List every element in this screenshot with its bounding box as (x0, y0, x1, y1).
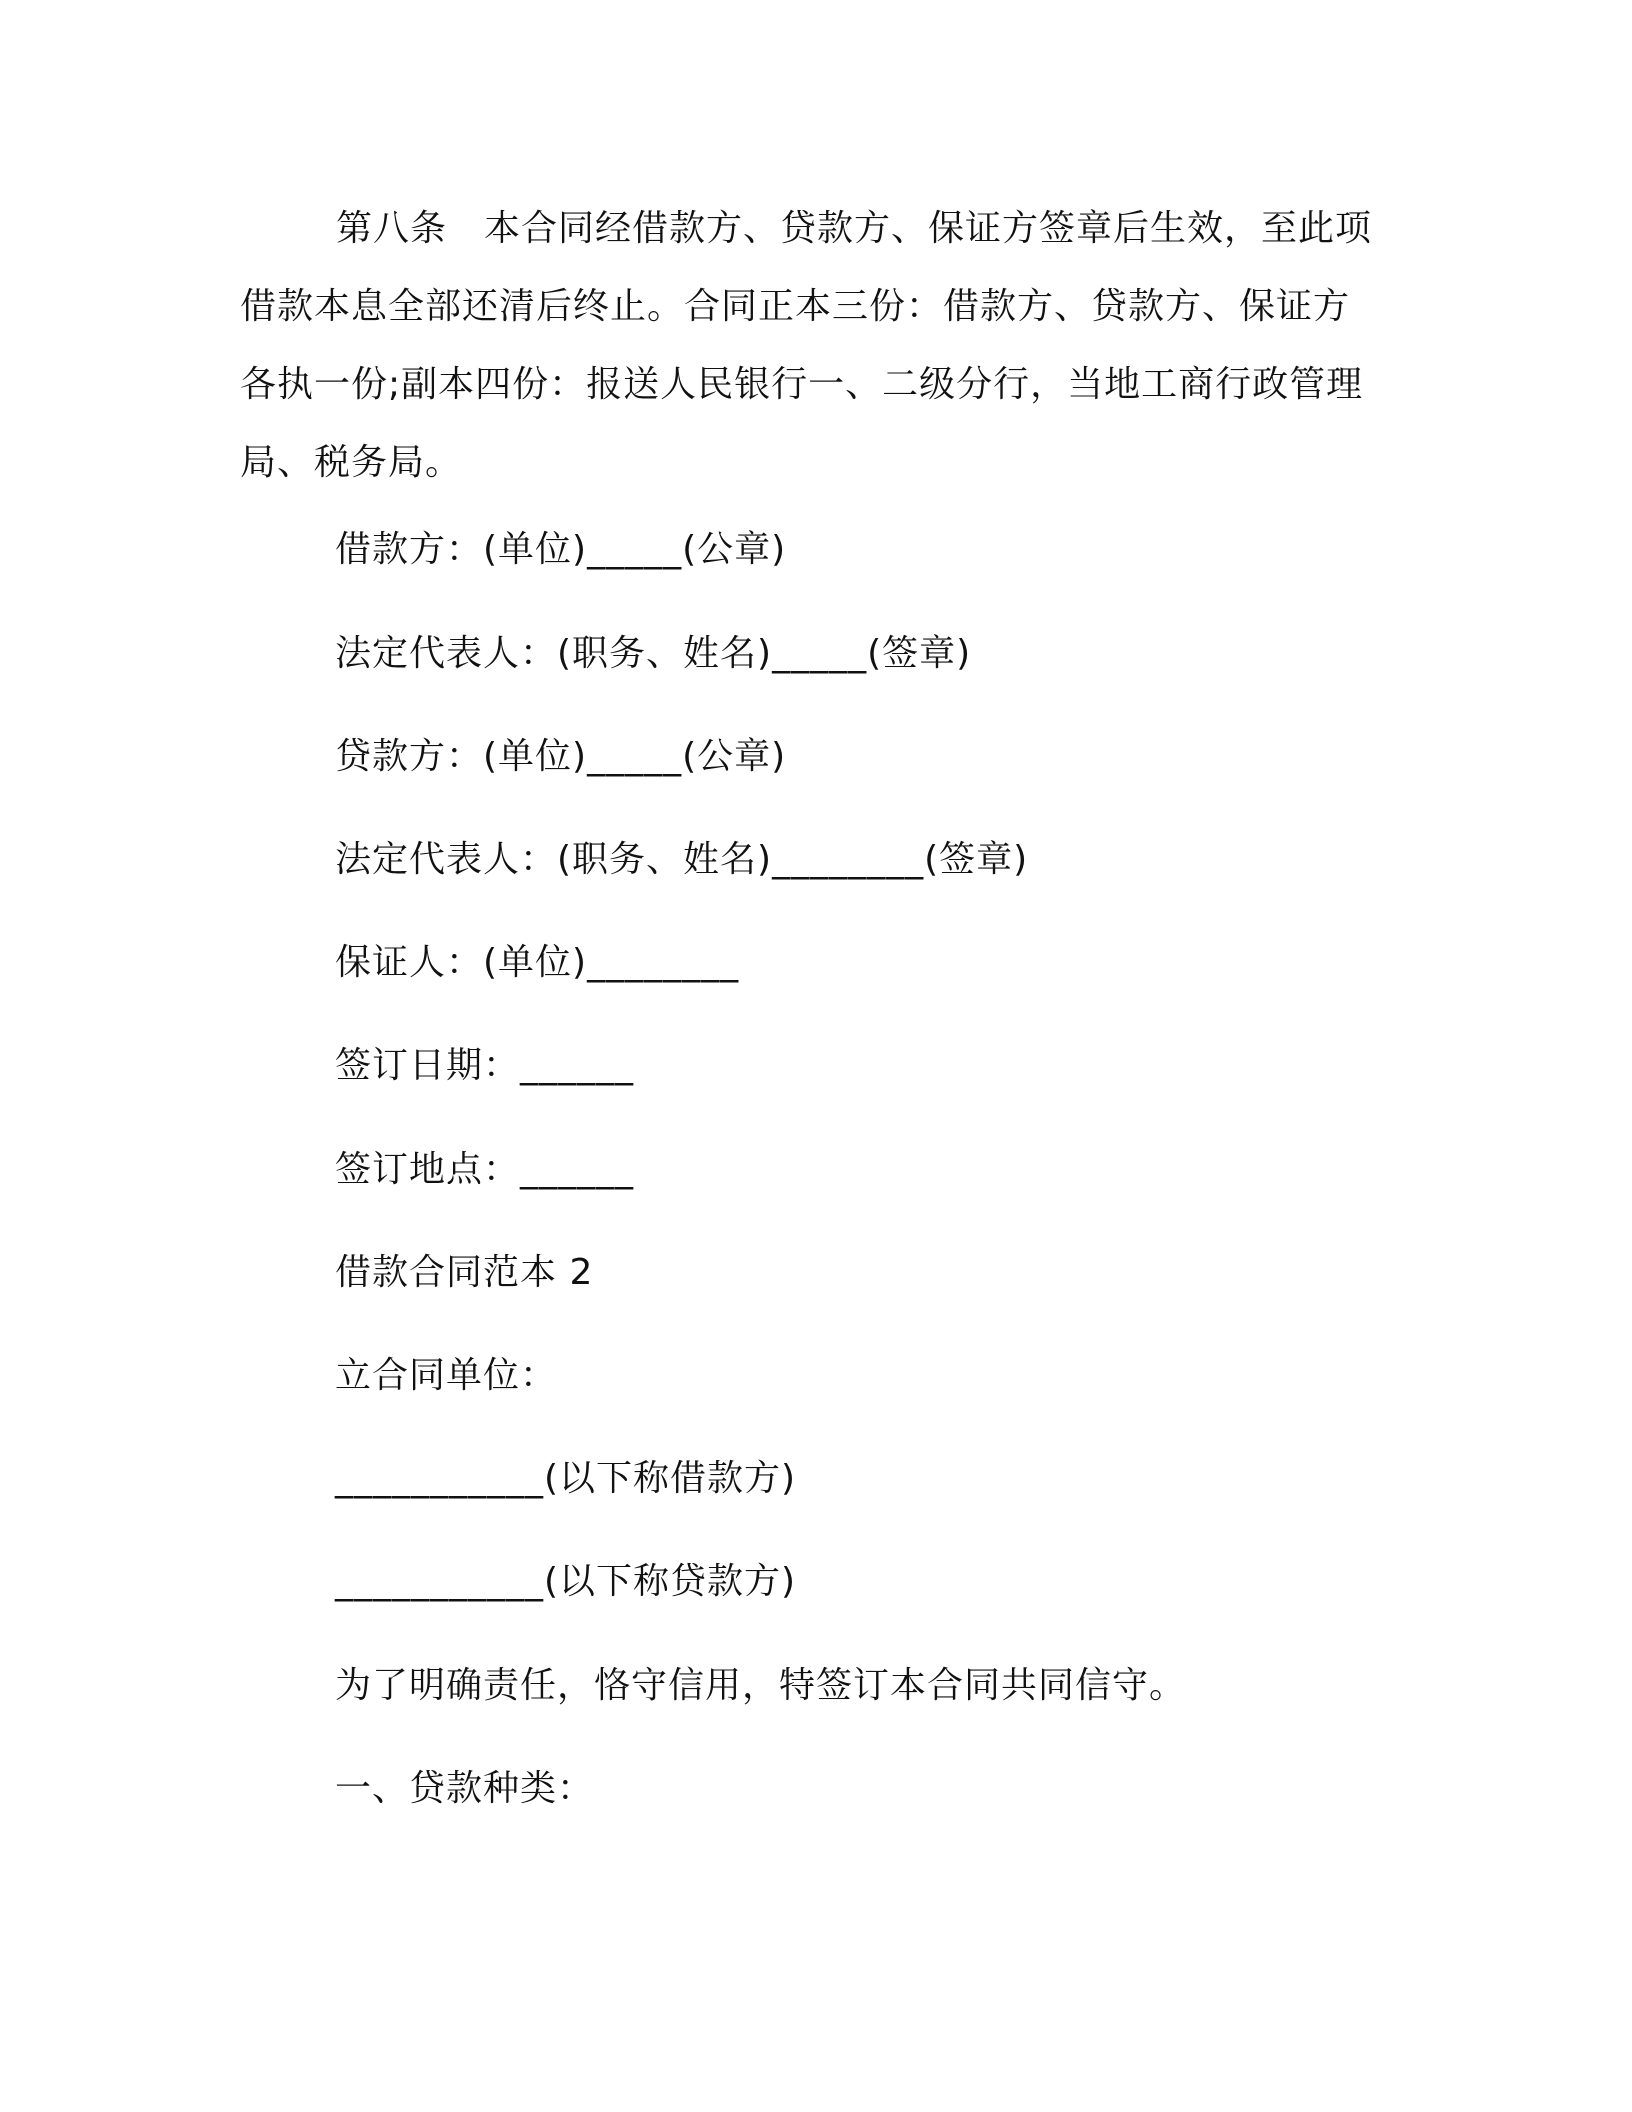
lender-representative-line: 法定代表人：(职务、姓名)________(签章) (335, 839, 1029, 880)
sign-date-line: 签订日期：______ (335, 1045, 635, 1086)
article-8-paragraph: 第八条 本合同经借款方、贷款方、保证方签章后生效，至此项借款本息全部还清后终止。合同正本三份：借款方、贷款方、保证方各执一份;副本四份：报送人民银行一、二级分行，当地工商行政管理局、税务局。 (240, 208, 1373, 483)
lender-signature-line: 贷款方：(单位)_____(公章) (335, 736, 787, 777)
section-1-heading: 一、贷款种类： (335, 1768, 595, 1809)
contract-purpose-line: 为了明确责任，恪守信用，特签订本合同共同信守。 (335, 1665, 1187, 1706)
contract-2-title: 借款合同范本 2 (335, 1252, 594, 1293)
guarantor-line: 保证人：(单位)________ (335, 942, 740, 983)
borrower-signature-line: 借款方：(单位)_____(公章) (335, 529, 787, 570)
borrower-representative-line: 法定代表人：(职务、姓名)_____(签章) (335, 633, 972, 674)
contract-parties-label: 立合同单位： (335, 1355, 558, 1396)
sign-place-line: 签订地点：______ (335, 1149, 635, 1190)
lender-party-line: ___________(以下称贷款方) (335, 1561, 797, 1602)
borrower-party-line: ___________(以下称借款方) (335, 1458, 797, 1499)
